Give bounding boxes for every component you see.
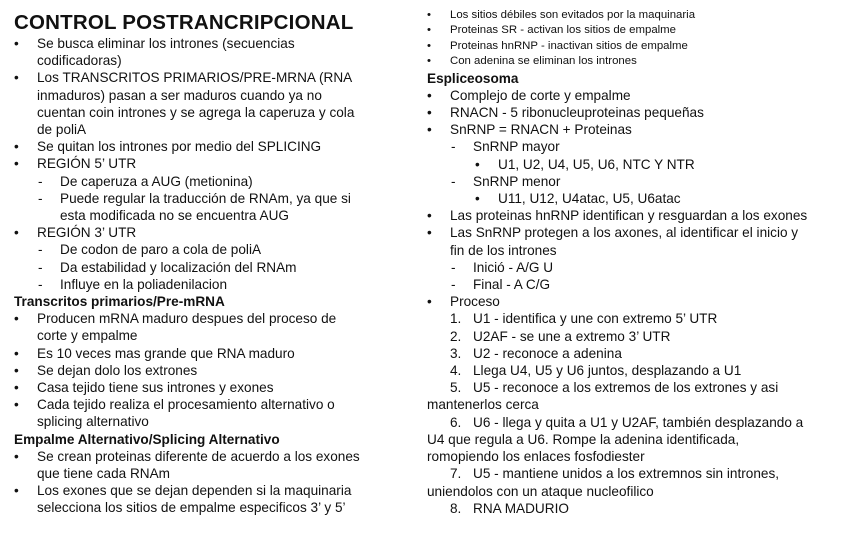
step-text: U1 - identifica y une con extremo 5’ UTR: [473, 311, 718, 327]
dash-line: - Inició - A/G U: [427, 259, 843, 276]
page-title: CONTROL POSTRANCRIPCIONAL: [14, 11, 354, 34]
step-text: U6 - llega y quita a U1 y U2AF, también desplazando a: [473, 414, 804, 430]
bullet-continuation: splicing alternativo: [37, 414, 149, 430]
bullet-line: • SnRNP = RNACN + Proteinas: [427, 121, 843, 138]
dash-line: - Influye en la poliadenilacion: [14, 276, 414, 293]
step-text: RNA MADURIO: [473, 500, 569, 516]
numbered-step: [427, 345, 843, 362]
step-continuation: mantenerlos cerca: [427, 397, 539, 413]
dash-line: - De caperuza a AUG (metionina): [14, 173, 414, 190]
bullet-line: • Se crean proteinas diferente de acuerdo a los exones: [14, 448, 414, 465]
bullet-line: • Se quitan los intrones por medio del SPLICING: [14, 138, 414, 155]
bullet-line: • Proteinas SR - activan los sitios de empalme: [427, 23, 843, 38]
bullet-line: • Con adenina se eliminan los intrones: [427, 54, 843, 69]
step-number: 5.: [450, 380, 462, 396]
bullet-continuation: corte y empalme: [37, 328, 138, 344]
section-heading: Espliceosoma: [427, 70, 519, 86]
sub-bullet-line: • U11, U12, U4atac, U5, U6atac: [427, 190, 843, 207]
bullet-line: • Cada tejido realiza el procesamiento alternativo o: [14, 396, 414, 413]
step-continuation: romopiendo los enlaces fosfodiester: [427, 449, 645, 465]
step-number: 7.: [450, 466, 462, 482]
right-column: [427, 8, 843, 517]
bullet-line: • REGIÓN 5’ UTR: [14, 155, 414, 172]
dash-line: - SnRNP menor: [427, 173, 843, 190]
bullet-line: • Los sitios débiles son evitados por la maquinaria: [427, 8, 843, 23]
bullet-line: • Proteinas hnRNP - inactivan sitios de empalme: [427, 39, 843, 54]
dash-line: - De codon de paro a cola de poliA: [14, 241, 414, 258]
bullet-line: • Los exones que se dejan dependen si la maquinaria: [14, 482, 414, 499]
step-number: 1.: [450, 311, 462, 327]
left-column: [14, 0, 414, 517]
bullet-continuation: codificadoras): [37, 53, 122, 69]
step-text: U2AF - se une a extremo 3’ UTR: [473, 328, 671, 344]
step-number: 6.: [450, 414, 462, 430]
numbered-step: [427, 362, 843, 379]
step-number: 8.: [450, 500, 462, 516]
bullet-line: • Se busca eliminar los intrones (secuencias: [14, 35, 414, 52]
bullet-line: • Los TRANSCRITOS PRIMARIOS/PRE-MRNA (RNA: [14, 69, 414, 86]
bullet-line: • Las proteinas hnRNP identifican y resguardan a los exones: [427, 207, 843, 224]
bullet-line: • Producen mRNA maduro despues del proceso de: [14, 310, 414, 327]
dash-line: - Final - A C/G: [427, 276, 843, 293]
sub-bullet-line: • U1, U2, U4, U5, U6, NTC Y NTR: [427, 156, 843, 173]
bullet-line: • Proceso: [427, 293, 843, 310]
bullet-continuation: inmaduros) pasan a ser maduros cuando ya no: [37, 87, 322, 103]
bullet-line: • Casa tejido tiene sus intrones y exones: [14, 379, 414, 396]
numbered-step: [427, 500, 843, 517]
bullet-line: • RNACN - 5 ribonucleuproteinas pequeñas: [427, 104, 843, 121]
bullet-continuation: cuentan coin intrones y se agrega la caperuza y cola: [37, 104, 355, 120]
dash-line: - SnRNP mayor: [427, 138, 843, 155]
section-heading: Transcritos primarios/Pre-mRNA: [14, 294, 225, 310]
bullet-continuation: selecciona los sitios de empalme especificos 3’ y 5’: [37, 500, 346, 516]
dash-line: - Puede regular la traducción de RNAm, ya que si: [14, 190, 414, 207]
step-text: U5 - reconoce a los extremos de los extrones y asi: [473, 380, 779, 396]
numbered-step: [427, 328, 843, 345]
dash-line: - Da estabilidad y localización del RNAm: [14, 259, 414, 276]
step-text: Llega U4, U5 y U6 juntos, desplazando a U1: [473, 363, 742, 379]
step-text: U2 - reconoce a adenina: [473, 345, 622, 361]
bullet-line: • Se dejan dolo los extrones: [14, 362, 414, 379]
dash-continuation: esta modificada no se encuentra AUG: [60, 208, 289, 224]
step-number: 3.: [450, 345, 462, 361]
numbered-step: [427, 310, 843, 327]
numbered-step: [427, 465, 843, 482]
step-continuation: uniendolos con un ataque nucleofilico: [427, 483, 654, 499]
bullet-line: • Complejo de corte y empalme: [427, 87, 843, 104]
bullet-continuation: que tiene cada RNAm: [37, 466, 170, 482]
bullet-line: • Es 10 veces mas grande que RNA maduro: [14, 345, 414, 362]
bullet-continuation: fin de los intrones: [450, 242, 557, 258]
step-continuation: U4 que regula a U6. Rompe la adenina identificada,: [427, 431, 740, 447]
numbered-step: [427, 379, 843, 396]
bullet-line: • REGIÓN 3’ UTR: [14, 224, 414, 241]
numbered-step: [427, 414, 843, 431]
step-number: 2.: [450, 328, 462, 344]
bullet-continuation: de poliA: [37, 122, 87, 138]
section-heading: Empalme Alternativo/Splicing Alternativo: [14, 431, 280, 447]
step-text: U5 - mantiene unidos a los extremnos sin intrones,: [473, 466, 780, 482]
step-number: 4.: [450, 363, 462, 379]
bullet-line: • Las SnRNP protegen a los axones, al identificar el inicio y: [427, 224, 843, 241]
